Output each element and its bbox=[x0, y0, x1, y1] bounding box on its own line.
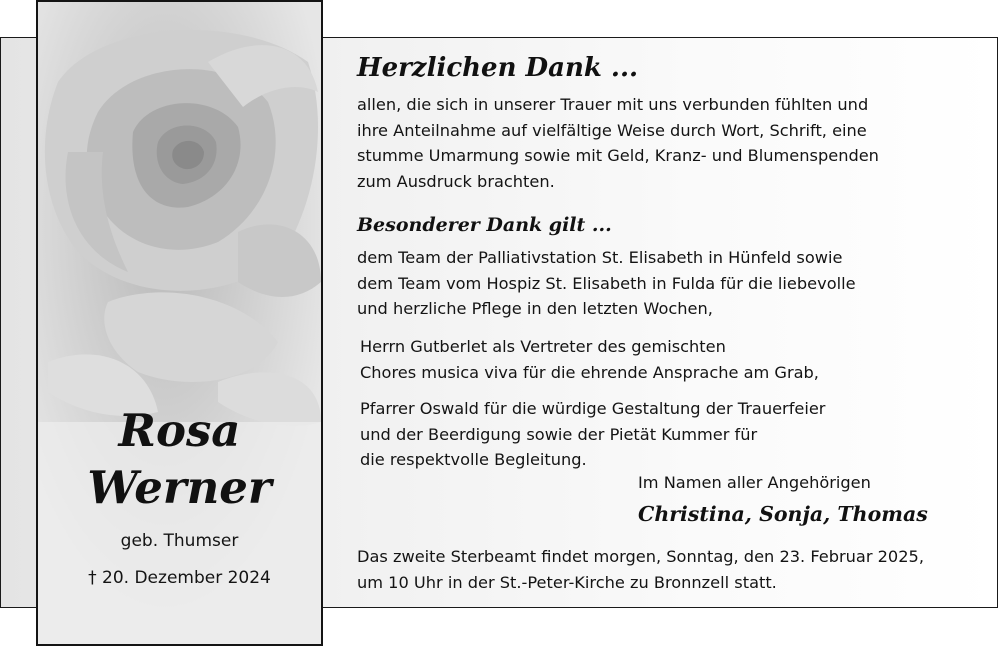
deceased-last-name: Werner bbox=[87, 461, 272, 514]
birth-name: geb. Thumser bbox=[120, 531, 239, 551]
thanks-paragraph: allen, die sich in unserer Trauer mit uns verbunden fühlten und ihre Anteilnahme auf vielfältige Weise durch Wort, Schrift, eine stumme Umarmung sowie mit Geld, Kranz- und Blumenspenden zum Ausdruck brachten. bbox=[357, 95, 879, 191]
memorial-photo-panel bbox=[36, 0, 323, 646]
signers: Christina, Sonja, Thomas bbox=[638, 502, 928, 526]
death-date: † 20. Dezember 2024 bbox=[88, 568, 271, 588]
special-thanks-choir: Herrn Gutberlet als Vertreter des gemischten Chores musica viva für die ehrende Ansprache am Grab, bbox=[360, 337, 819, 382]
on-behalf-line: Im Namen aller Angehörigen bbox=[638, 473, 871, 492]
special-thanks-team: dem Team der Palliativstation St. Elisabeth in Hünfeld sowie dem Team vom Hospiz St. Elisabeth in Fulda für die liebevolle und herzliche Pflege in den letzten Wochen, bbox=[357, 248, 856, 318]
service-notice: Das zweite Sterbeamt findet morgen, Sonntag, den 23. Februar 2025, um 10 Uhr in der St.-Peter-Kirche zu Bronnzell statt. bbox=[357, 547, 924, 592]
thanks-heading: Herzlichen Dank ... bbox=[357, 53, 639, 83]
special-thanks-heading: Besonderer Dank gilt ... bbox=[357, 214, 612, 236]
special-thanks-pastor: Pfarrer Oswald für die würdige Gestaltung der Trauerfeier und der Beerdigung sowie der Pietät Kummer für die respektvolle Begleitung. bbox=[360, 399, 826, 469]
deceased-first-name: Rosa bbox=[118, 404, 241, 457]
